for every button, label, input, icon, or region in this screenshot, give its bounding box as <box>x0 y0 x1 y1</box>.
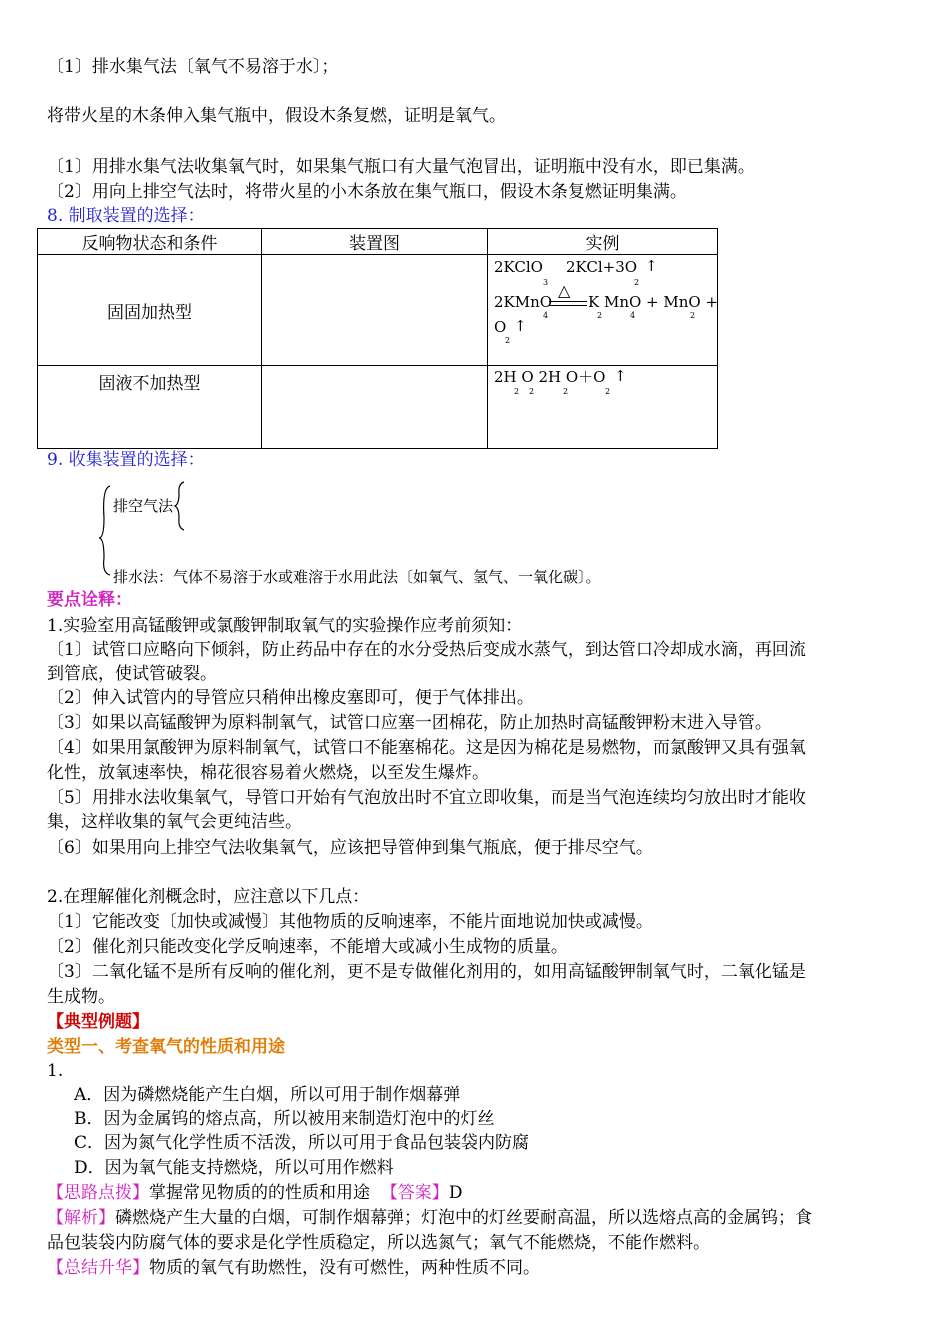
row-solid-heat: 固固加热型 <box>38 255 262 366</box>
eq2-o2: O <box>494 318 507 336</box>
kp2-2: 〔2〕催化剂只能改变化学反响速率，不能增大或减小生成物的质量。 <box>47 937 568 957</box>
answer-tag: 【答案】 <box>380 1183 449 1203</box>
eq1-arrow: ↑ <box>645 257 658 275</box>
option-b: B．因为金属钨的熔点高，所以被用来制造灯泡中的灯丝 <box>74 1109 495 1129</box>
collect-water: 排水法：气体不易溶于水或难溶于水用此法〔如氧气、氢气、一氧化碳〕。 <box>113 568 601 586</box>
eq-line-bottom <box>549 305 587 306</box>
eq2-arrow: ↑ <box>514 317 527 335</box>
section-9-heading: 9. 收集装置的选择： <box>47 450 205 470</box>
kp2-1: 〔1〕它能改变〔加快或减慢〕其他物质的反响速率，不能片面地说加快或减慢。 <box>47 912 653 932</box>
method-line: 〔1〕排水集气法〔氧气不易溶于水〕； <box>47 57 339 77</box>
kp1-1a: 〔1〕试管口应略向下倾斜，防止药品中存在的水分受热后变成水蒸气，到达管口冷却成水滴，再回流 <box>47 640 806 660</box>
header-example: 实例 <box>488 229 718 255</box>
question-number: 1. <box>47 1061 64 1081</box>
key-points-title: 要点诠释： <box>47 590 132 610</box>
eq2-products: K MnO + MnO + <box>588 293 719 311</box>
analysis-line-2: 品包装袋内防腐气体的要求是化学性质稳定，所以选氮气；氧气不能燃烧，不能作燃料。 <box>47 1233 710 1253</box>
kp1-5b: 集，这样收集的氧气会更纯洁些。 <box>47 812 302 832</box>
kp1-3: 〔3〕如果以高锰酸钾为原料制氧气，试管口应塞一团棉花，防止加热时高锰酸钾粉末进入导管。 <box>47 713 772 733</box>
option-a: A．因为磷燃烧能产生白烟，所以可用于制作烟幕弹 <box>74 1085 461 1105</box>
device-cell-2 <box>262 366 488 449</box>
kp1-title: 1.实验室用高锰酸钾或氯酸钾制取氧气的实验操作应考前须知： <box>47 616 523 636</box>
header-condition: 反响物状态和条件 <box>38 229 262 255</box>
hint-text: 掌握常见物质的的性质和用途 <box>149 1183 370 1203</box>
kp2-title: 2.在理解催化剂概念时，应注意以下几点： <box>47 887 370 907</box>
eq1-product: 2KCl+3O <box>566 258 638 276</box>
kp1-6: 〔6〕如果用向上排空气法收集氧气，应该把导管伸到集气瓶底，便于排尽空气。 <box>47 838 653 858</box>
eq3-sub-a: 2 <box>514 387 520 396</box>
option-d: D．因为氧气能支持燃烧，所以可用作燃料 <box>74 1158 394 1178</box>
eq-line-top <box>549 301 587 302</box>
eq1-reactant: 2KClO <box>494 258 543 276</box>
kp1-4a: 〔4〕如果用氯酸钾为原料制氧气，试管口不能塞棉花。这是因为棉花是易燃物，而氯酸钾又具有强氧 <box>47 738 806 758</box>
full-check-2: 〔2〕用向上排空气法时，将带火星的小木条放在集气瓶口，假设木条复燃证明集满。 <box>47 182 687 202</box>
option-c: C．因为氮气化学性质不活泼，所以可用于食品包装袋内防腐 <box>74 1133 530 1153</box>
device-cell-1 <box>262 255 488 366</box>
type-1-heading: 类型一、考查氧气的性质和用途 <box>47 1037 285 1057</box>
row-solid-liquid: 固液不加热型 <box>38 366 262 449</box>
eq3-sub-c: 2 <box>563 387 569 396</box>
eq1-sub2: 2 <box>634 278 640 287</box>
collect-brace <box>98 478 198 578</box>
kp1-5a: 〔5〕用排水法收集氧气，导管口开始有气泡放出时不宜立即收集，而是当气泡连续均匀放出时才能收 <box>47 788 806 808</box>
eq2-reactant: 2KMnO <box>494 293 553 311</box>
eq3-sub-b: 2 <box>529 387 535 396</box>
eq2-sub-mno2: 2 <box>690 311 696 320</box>
summary-line <box>47 1256 540 1280</box>
eq3: 2H O 2H O＋O <box>494 368 606 386</box>
answer-text: D <box>448 1183 463 1203</box>
test-line: 将带火星的木条伸入集气瓶中，假设木条复燃，证明是氧气。 <box>47 106 506 126</box>
header-device: 装置图 <box>262 229 488 255</box>
full-check-1: 〔1〕用排水集气法收集氧气时，如果集气瓶口有大量气泡冒出，证明瓶中没有水，即已集满。 <box>47 157 755 177</box>
kp1-4b: 化性，放氧速率快，棉花很容易着火燃烧，以至发生爆炸。 <box>47 763 489 783</box>
examples-title: 【典型例题】 <box>47 1012 149 1032</box>
eq1-sub: 3 <box>543 278 549 287</box>
kp2-3b: 生成物。 <box>47 987 115 1007</box>
kp1-2: 〔2〕伸入试管内的导管应只稍伸出橡皮塞即可，便于气体排出。 <box>47 688 534 708</box>
eq2-sub4: 4 <box>543 311 549 320</box>
kp2-3a: 〔3〕二氧化锰不是所有反响的催化剂，更不是专做催化剂用的，如用高锰酸钾制氧气时，二氧化锰是 <box>47 962 806 982</box>
eq2-sub-o2: 2 <box>505 336 511 345</box>
collect-air: 排空气法 <box>113 497 174 515</box>
summary-tag: 【总结升华】 <box>47 1258 149 1278</box>
eq2-sub-k: 2 <box>597 311 603 320</box>
section-8-heading: 8. 制取装置的选择： <box>47 206 205 226</box>
eq3-arrow: ↑ <box>614 367 627 385</box>
analysis-text-a: 磷燃烧产生大量的白烟，可制作烟幕弹；灯泡中的灯丝要耐高温，所以选熔点高的金属钨；食 <box>115 1208 812 1228</box>
hint-tag: 【思路点拨】 <box>47 1183 149 1203</box>
eq2-sub-mno4: 4 <box>630 311 636 320</box>
heat-triangle: △ <box>558 281 571 300</box>
eq3-sub-d: 2 <box>605 387 611 396</box>
analysis-line-1 <box>47 1206 812 1230</box>
analysis-tag: 【解析】 <box>47 1208 115 1228</box>
kp1-1b: 到管底，使试管破裂。 <box>47 664 217 684</box>
hint-line <box>47 1181 462 1205</box>
summary-text: 物质的氧气有助燃性，没有可燃性，两种性质不同。 <box>149 1258 540 1278</box>
